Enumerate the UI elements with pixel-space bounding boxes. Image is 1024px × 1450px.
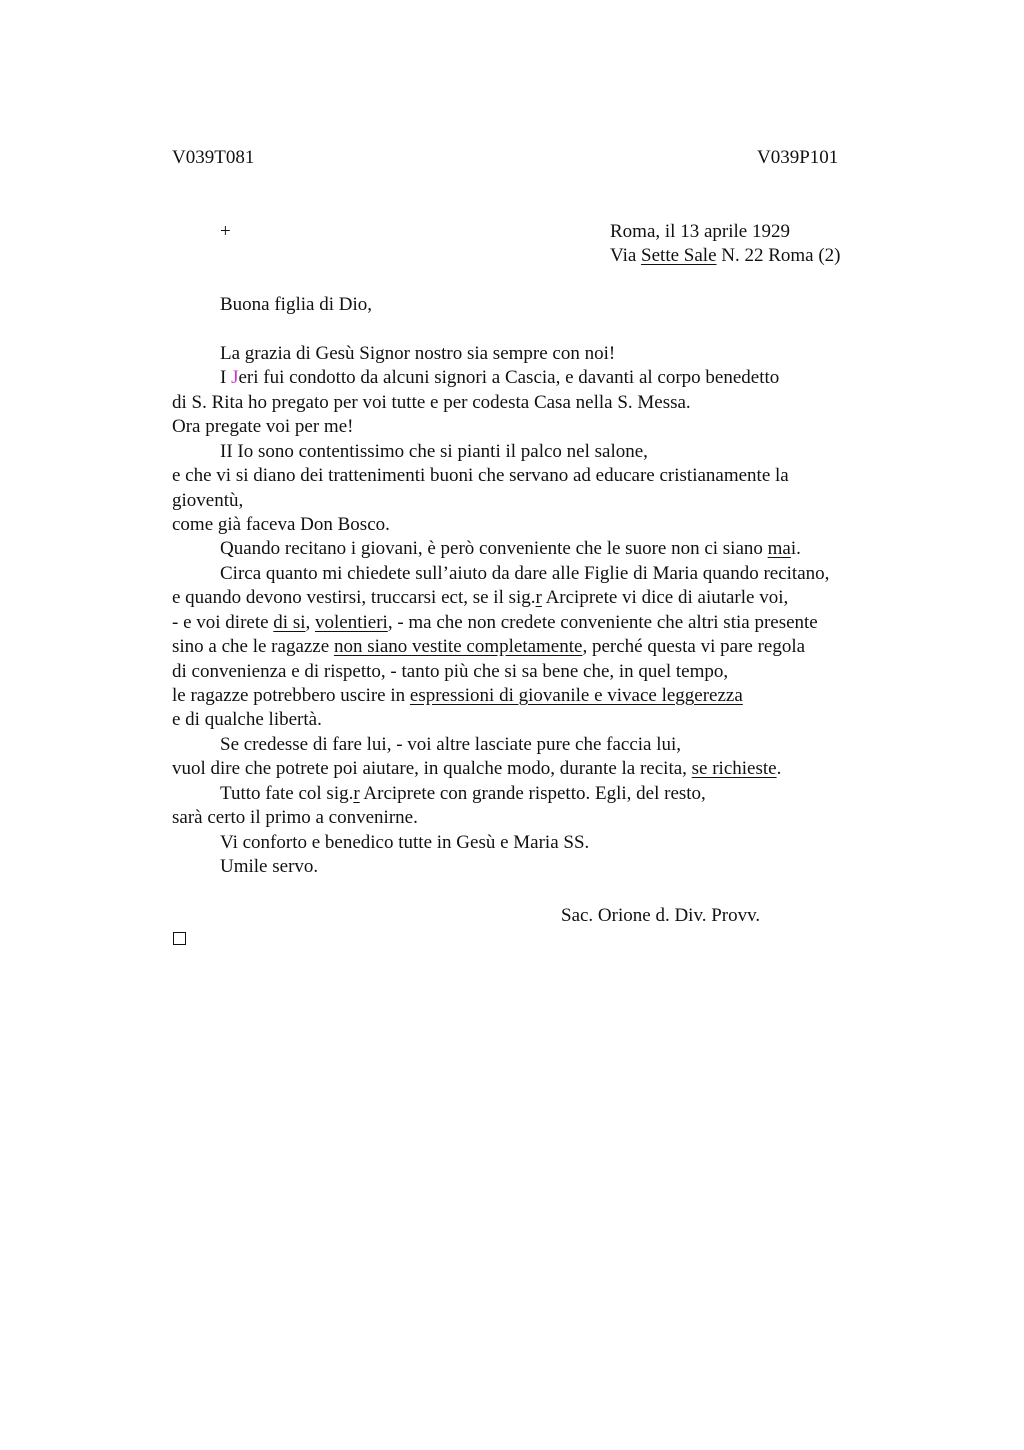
- body-line: [220, 366, 779, 390]
- body-text: Arciprete con grande rispetto. Egli, del resto,: [359, 783, 706, 804]
- body-line: di convenienza e di rispetto, - tanto più che si sa bene che, in quel tempo,: [172, 661, 729, 682]
- end-box-icon: [173, 932, 186, 945]
- body-line: Umile servo.: [220, 856, 319, 877]
- body-text: - e voi direte: [172, 612, 274, 633]
- underlined-text: r: [353, 783, 360, 804]
- body-line: Vi conforto e benedico tutte in Gesù e Maria SS.: [220, 832, 590, 853]
- body-text: eri fui condotto da alcuni signori a Cascia, e davanti al corpo benedetto: [238, 367, 780, 388]
- body-line: [220, 537, 801, 561]
- address-suffix: N. 22 Roma (2): [716, 245, 841, 266]
- underlined-text: di si: [273, 612, 306, 633]
- document-code-left: V039T081: [172, 147, 255, 168]
- body-line: [172, 586, 788, 610]
- body-text: ,: [305, 612, 315, 633]
- body-line: di S. Rita ho pregato per voi tutte e per codesta Casa nella S. Messa.: [172, 392, 691, 413]
- underlined-text: non siano vestite completamente: [333, 636, 583, 657]
- body-line: La grazia di Gesù Signor nostro sia sempre con noi!: [220, 343, 616, 364]
- body-text: .: [776, 758, 782, 779]
- body-line: come già faceva Don Bosco.: [172, 514, 390, 535]
- body-line: [172, 611, 818, 635]
- salutation: Buona figlia di Dio,: [220, 294, 372, 315]
- underlined-text: volentieri: [315, 612, 388, 633]
- body-text: i.: [790, 538, 801, 559]
- initial-letter: J: [231, 367, 239, 388]
- body-text: , - ma che non credete conveniente che altri stia presente: [387, 612, 818, 633]
- address-street: Sette Sale: [641, 245, 717, 266]
- signature: Sac. Orione d. Div. Provv.: [561, 905, 761, 926]
- body-line: Ora pregate voi per me!: [172, 416, 354, 437]
- body-text: Quando recitano i giovani, è però conveniente che le suore non ci siano: [220, 538, 768, 559]
- body-line: II Io sono contentissimo che si pianti il palco nel salone,: [220, 441, 648, 462]
- body-text: , perché questa vi pare regola: [582, 636, 806, 657]
- body-text: le ragazze potrebbero uscire in: [172, 685, 410, 706]
- body-text: vuol dire che potrete poi aiutare, in qualche modo, durante la recita,: [172, 758, 692, 779]
- underlined-text: se richieste: [691, 758, 777, 779]
- body-line: Circa quanto mi chiedete sull’aiuto da dare alle Figlie di Maria quando recitano,: [220, 563, 830, 584]
- underlined-text: espressioni di giovanile e vivace leggerezza: [409, 685, 743, 706]
- address-prefix: Via: [610, 245, 642, 266]
- body-line: [172, 757, 781, 781]
- underlined-text: r: [535, 587, 542, 608]
- paragraph-number: I: [220, 367, 232, 388]
- body-line: [172, 684, 743, 708]
- body-line: sarà certo il primo a convenirne.: [172, 807, 418, 828]
- body-line: [172, 635, 805, 659]
- body-line: [220, 782, 706, 806]
- body-line: Se credesse di fare lui, - voi altre lasciate pure che faccia lui,: [220, 734, 682, 755]
- body-line: e di qualche libertà.: [172, 709, 322, 730]
- address-line: [610, 244, 841, 268]
- body-text: Tutto fate col sig.: [220, 783, 354, 804]
- body-line: gioventù,: [172, 490, 244, 511]
- place-date: Roma, il 13 aprile 1929: [610, 221, 790, 242]
- document-code-right: V039P101: [757, 147, 839, 168]
- body-text: Arciprete vi dice di aiutarle voi,: [541, 587, 789, 608]
- cross-mark: +: [220, 221, 231, 242]
- body-text: e quando devono vestirsi, truccarsi ect, se il sig.: [172, 587, 536, 608]
- body-text: sino a che le ragazze: [172, 636, 334, 657]
- body-line: e che vi si diano dei trattenimenti buoni che servano ad educare cristianamente la: [172, 465, 789, 486]
- underlined-text: ma: [767, 538, 791, 559]
